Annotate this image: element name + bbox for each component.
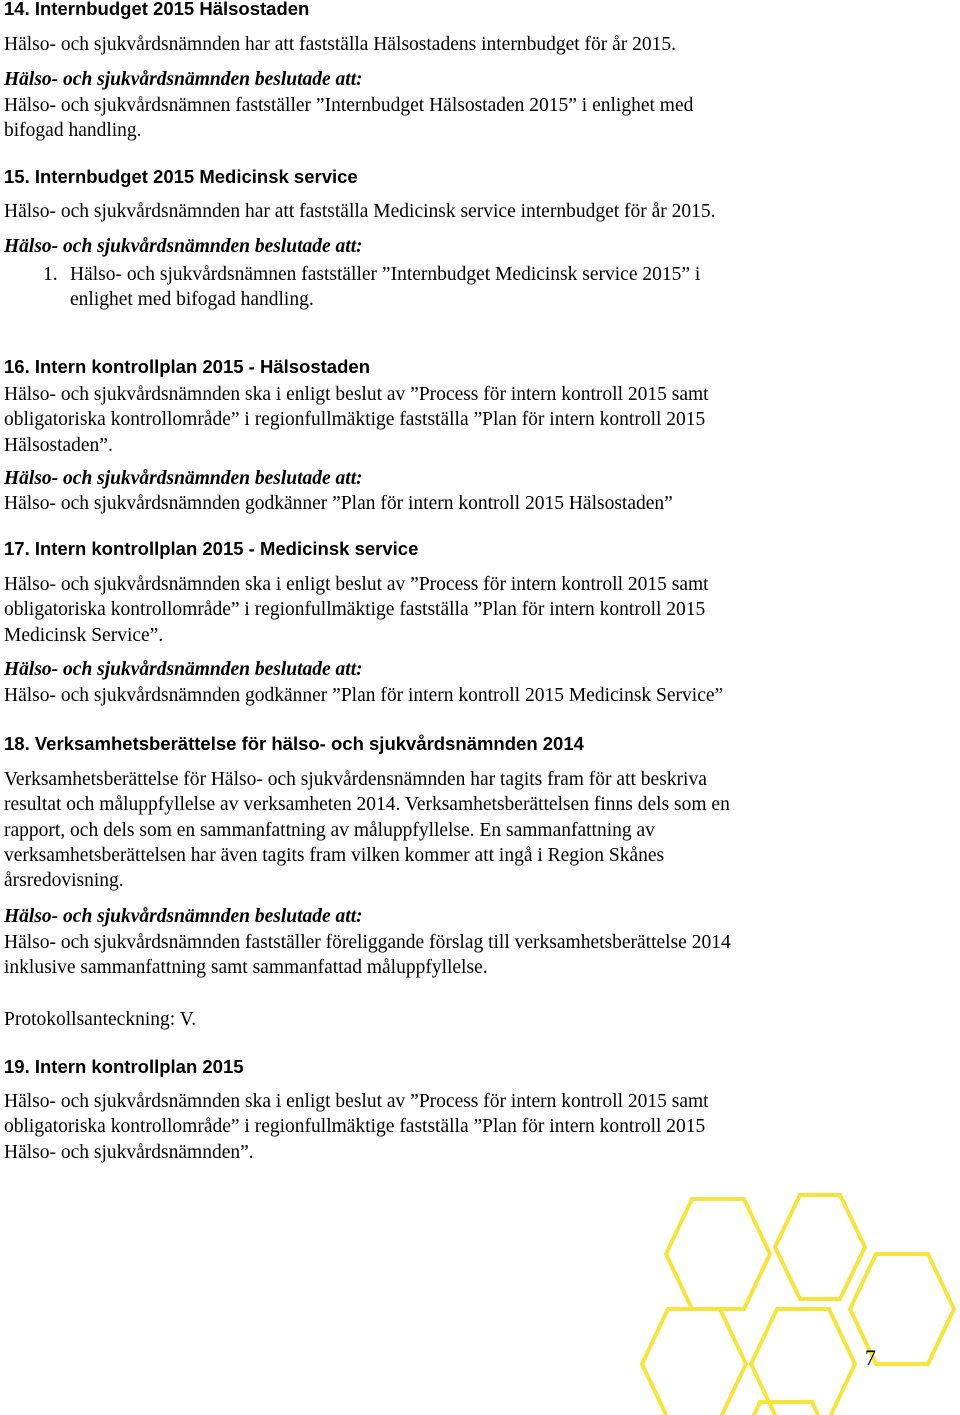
section-18-heading: 18. Verksamhetsberättelse för hälso- och sjukvårdsnämnden 2014 xyxy=(4,733,584,754)
section-15-heading: 15. Internbudget 2015 Medicinsk service xyxy=(4,166,358,187)
section-15-decision-label: Hälso- och sjukvårdsnämnden beslutade att: xyxy=(4,236,363,257)
hexagon-shape xyxy=(734,1402,838,1415)
section-18-note: Protokollsanteckning: V. xyxy=(4,1009,197,1030)
list-number: 1. xyxy=(43,264,58,285)
section-16-heading: 16. Intern kontrollplan 2015 - Hälsostaden xyxy=(4,356,370,377)
section-17-decision-label: Hälso- och sjukvårdsnämnden beslutade att: xyxy=(4,659,363,680)
body-line: Hälso- och sjukvårdsnämnden har att fastställa Medicinsk service internbudget för år 2015. xyxy=(4,201,716,222)
body-line: resultat och måluppfyllelse av verksamheten 2014. Verksamhetsberättelsen finns dels som en xyxy=(4,794,730,816)
decision-line: Hälso- och sjukvårdsnämnden godkänner ”Plan för intern kontroll 2015 Medicinsk Service” xyxy=(4,685,724,706)
decision-line: inklusive sammanfattning samt sammanfattad måluppfyllelse. xyxy=(4,957,488,979)
section-16-decision-label: Hälso- och sjukvårdsnämnden beslutade att: xyxy=(4,468,363,489)
decision-line: Hälso- och sjukvårdsnämnden godkänner ”Plan för intern kontroll 2015 Hälsostaden” xyxy=(4,493,673,514)
body-line: årsredovisning. xyxy=(4,870,124,892)
section-17-heading: 17. Intern kontrollplan 2015 - Medicinsk service xyxy=(4,538,419,559)
section-14-heading: 14. Internbudget 2015 Hälsostaden xyxy=(4,0,310,19)
section-19-heading: 19. Intern kontrollplan 2015 xyxy=(4,1056,244,1077)
body-line: obligatoriska kontrollområde” i regionfullmäktige fastställa ”Plan för intern kontroll 2015 xyxy=(4,409,706,431)
body-line: Verksamhetsberättelse för Hälso- och sjukvårdensnämnden har tagits fram för att beskriva xyxy=(4,769,707,790)
decision-line: enlighet med bifogad handling. xyxy=(70,289,314,311)
hexagon-shape xyxy=(642,1309,746,1415)
section-18-decision-label: Hälso- och sjukvårdsnämnden beslutade att: xyxy=(4,906,363,927)
body-line: Medicinsk Service”. xyxy=(4,624,164,646)
decision-line: Hälso- och sjukvårdsnämnen fastställer ”Internbudget Medicinsk service 2015” i xyxy=(70,264,701,285)
decision-line: bifogad handling. xyxy=(4,120,142,142)
decision-line: Hälso- och sjukvårdsnämnen fastställer ”Internbudget Hälsostaden 2015” i enlighet med xyxy=(4,95,694,116)
body-line: Hälso- och sjukvårdsnämnden ska i enligt beslut av ”Process för intern kontroll 2015 samt xyxy=(4,384,709,405)
body-line: Hälso- och sjukvårdsnämnden ska i enligt beslut av ”Process för intern kontroll 2015 samt xyxy=(4,574,709,595)
body-line: Hälso- och sjukvårdsnämnden har att fastställa Hälsostadens internbudget för år 2015. xyxy=(4,34,677,55)
body-line: rapport, och dels som en sammanfattning av måluppfyllelse. En sammanfattning av xyxy=(4,819,655,841)
body-line: obligatoriska kontrollområde” i regionfullmäktige fastställa ”Plan för intern kontroll 2015 xyxy=(4,599,706,621)
body-line: Hälso- och sjukvårdsnämnden ska i enligt beslut av ”Process för intern kontroll 2015 samt xyxy=(4,1091,709,1112)
page-number: 7 xyxy=(865,1345,876,1370)
hexagon-shape xyxy=(666,1199,770,1309)
section-14-decision-label: Hälso- och sjukvårdsnämnden beslutade att: xyxy=(4,69,363,90)
hexagon-group xyxy=(642,1195,954,1415)
body-line: verksamhetsberättelsen har även tagits fram vilken kommer att ingå i Region Skånes xyxy=(4,844,665,866)
hexagon-shape xyxy=(751,1309,855,1415)
hexagon-shape xyxy=(775,1195,865,1299)
body-line: obligatoriska kontrollområde” i regionfullmäktige fastställa ”Plan för intern kontroll 2015 xyxy=(4,1116,706,1138)
decision-line: Hälso- och sjukvårdsnämnden fastställer föreliggande förslag till verksamhetsberättelse 2014 xyxy=(4,932,731,953)
body-line: Hälso- och sjukvårdsnämnden”. xyxy=(4,1141,254,1163)
body-line: Hälsostaden”. xyxy=(4,434,113,456)
